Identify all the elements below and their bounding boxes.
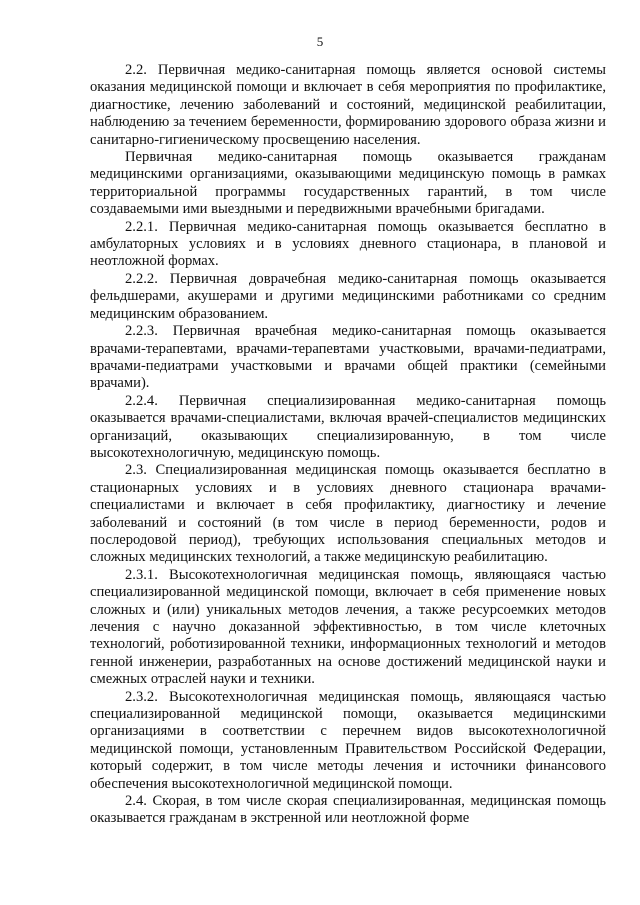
paragraph-2-2-4: 2.2.4. Первичная специализированная медико-санитарная помощь оказывается врачами-специалистами, включая врачей-специалистов медицинских организаций, оказывающих специализированную, в том числе высокотехнологичную, медицинскую помощь. [90, 392, 606, 461]
paragraph-2-3-1: 2.3.1. Высокотехнологичная медицинская помощь, являющаяся частью специализированной медицинской помощи, включает в себя применение новых сложных и (или) уникальных методов лечения, а также ресурсоемких методов лечения с научно доказанной эффективностью, в том числе клеточных технологий, роботизированной техники, информационных технологий и методов генной инженерии, разработанных на основе достижений медицинской науки и смежных отраслей науки и техники. [90, 566, 606, 688]
paragraph-2-2: 2.2. Первичная медико-санитарная помощь является основой системы оказания медицинской помощи и включает в себя мероприятия по профилактике, диагностике, лечению заболеваний и состояний, медицинской реабилитации, наблюдению за течением беременности, формированию здорового образа жизни и санитарно-гигиеническому просвещению населения. [90, 62, 606, 148]
document-body [90, 62, 606, 828]
paragraph-2-2-intro: Первичная медико-санитарная помощь оказывается гражданам медицинскими организациями, оказывающими медицинскую помощь в рамках территориальной программы государственных гарантий, в том числе создаваемыми ими выездными и передвижными врачебными бригадами. [90, 149, 606, 218]
paragraph-2-3: 2.3. Специализированная медицинская помощь оказывается бесплатно в стационарных условиях и в условиях дневного стационара врачами-специалистами и включает в себя профилактику, диагностику и лечение заболеваний и состояний (в том числе в период беременности, родов и послеродовой период), требующих использования специальных методов и сложных медицинских технологий, а также медицинскую реабилитацию. [90, 462, 606, 566]
paragraph-2-3-2: 2.3.2. Высокотехнологичная медицинская помощь, являющаяся частью специализированной медицинской помощи, оказывается медицинскими организациями в соответствии с перечнем видов высокотехнологичной медицинской помощи, установленным Правительством Российской Федерации, который содержит, в том числе методы лечения и источники финансового обеспечения высокотехнологичной медицинской помощи. [90, 688, 606, 792]
page-number: 5 [316, 34, 324, 49]
paragraph-2-2-1: 2.2.1. Первичная медико-санитарная помощь оказывается бесплатно в амбулаторных условиях и в условиях дневного стационара, в плановой и неотложной формах. [90, 218, 606, 270]
paragraph-2-2-3: 2.2.3. Первичная врачебная медико-санитарная помощь оказывается врачами-терапевтами, врачами-терапевтами участковыми, врачами-педиатрами, врачами-педиатрами участковыми и врачами общей практики (семейными врачами). [90, 323, 606, 392]
paragraph-2-4: 2.4. Скорая, в том числе скорая специализированная, медицинская помощь оказывается гражданам в экстренной или неотложной форме [90, 793, 606, 827]
paragraph-2-2-2: 2.2.2. Первичная доврачебная медико-санитарная помощь оказывается фельдшерами, акушерами и другими медицинскими работниками со средним медицинским образованием. [90, 270, 606, 322]
